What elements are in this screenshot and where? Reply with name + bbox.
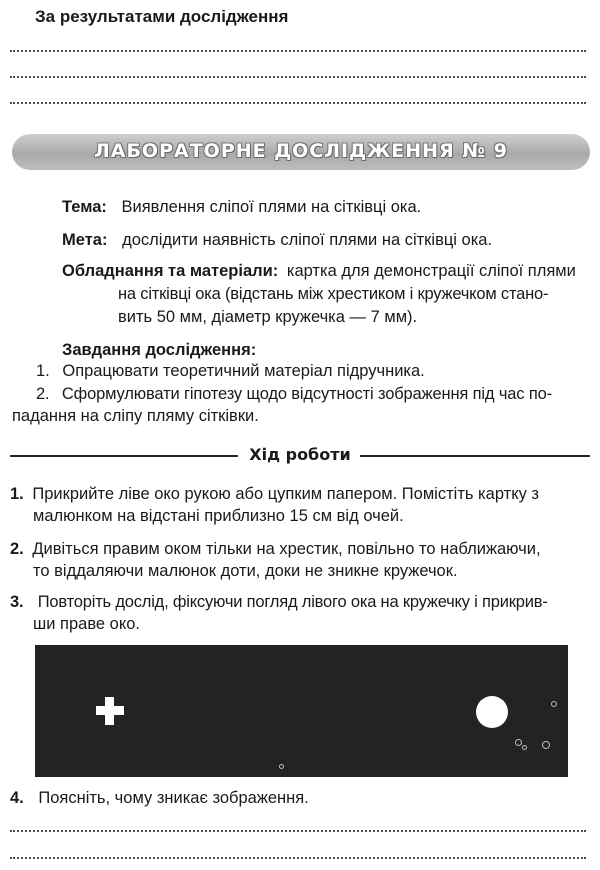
speck [279, 764, 284, 769]
step-text: Повторіть дослід, фіксуючи погляд лівого ока на кружечку і прикрив- [37, 593, 548, 611]
step-text: Дивіться правим оком тільки на хрестик, повільно то наближаючи, [32, 540, 541, 558]
blind-spot-card [35, 645, 568, 777]
target-circle [476, 696, 508, 728]
equipment-label: Обладнання та матеріали: [62, 262, 279, 280]
answer-line [10, 857, 586, 859]
step-item [10, 593, 548, 612]
speck [515, 739, 522, 746]
topic-text: Виявлення сліпої плями на сітківці ока. [121, 198, 422, 216]
results-heading: За результатами дослідження [35, 7, 289, 26]
speck [522, 745, 527, 750]
step-number: 3. [10, 593, 24, 611]
task-number: 1. [36, 362, 50, 380]
task-item [36, 362, 425, 381]
heading-rule-left [10, 455, 238, 457]
lab-title: ЛАБОРАТОРНЕ ДОСЛІДЖЕННЯ № 9 [93, 140, 509, 162]
answer-line [10, 76, 586, 78]
answer-line [10, 830, 586, 832]
equipment-row [62, 262, 576, 281]
goal-label: Мета: [62, 231, 108, 249]
lab-title-banner [12, 134, 590, 170]
topic-label: Тема: [62, 198, 107, 216]
step-text: Прикрийте ліве око рукою або цупким папером. Помістіть картку з [32, 485, 539, 503]
goal-text: дослідити наявність сліпої плями на сітківці ока. [122, 231, 493, 249]
task-number: 2. [36, 385, 50, 403]
step-text: Поясніть, чому зникає зображення. [38, 789, 309, 807]
task-item [36, 385, 552, 404]
speck [551, 701, 557, 707]
step-text-continued: то віддаляючи малюнок доти, доки не зникне кружечок. [33, 562, 458, 580]
cross-icon [96, 706, 124, 715]
topic-row [62, 198, 421, 217]
step-text-continued: малюнком на відстані приблизно 15 см від очей. [33, 507, 404, 525]
step-number: 2. [10, 540, 24, 558]
step-item [10, 789, 309, 808]
task-text-continued: падання на сліпу пляму сітківки. [12, 407, 259, 425]
step-item [10, 540, 541, 559]
step-item [10, 485, 539, 504]
speck [542, 741, 550, 749]
procedure-heading: Хід роботи [249, 445, 351, 464]
answer-line [10, 50, 586, 52]
answer-line [10, 102, 586, 104]
step-number: 4. [10, 789, 24, 807]
goal-row [62, 231, 492, 250]
tasks-heading: Завдання дослідження: [62, 341, 257, 359]
equipment-text-3: вить 50 мм, діаметр кружечка — 7 мм). [118, 308, 418, 326]
equipment-text-1: картка для демонстрації сліпої плями [286, 262, 576, 280]
step-number: 1. [10, 485, 24, 503]
task-text: Опрацювати теоретичний матеріал підручника. [62, 362, 425, 380]
step-text-continued: ши праве око. [33, 615, 141, 633]
heading-rule-right [360, 455, 590, 457]
equipment-text-2: на сітківці ока (відстань між хрестиком і кружечком стано- [118, 285, 549, 303]
task-text: Сформулювати гіпотезу щодо відсутності зображення під час по- [61, 385, 553, 403]
